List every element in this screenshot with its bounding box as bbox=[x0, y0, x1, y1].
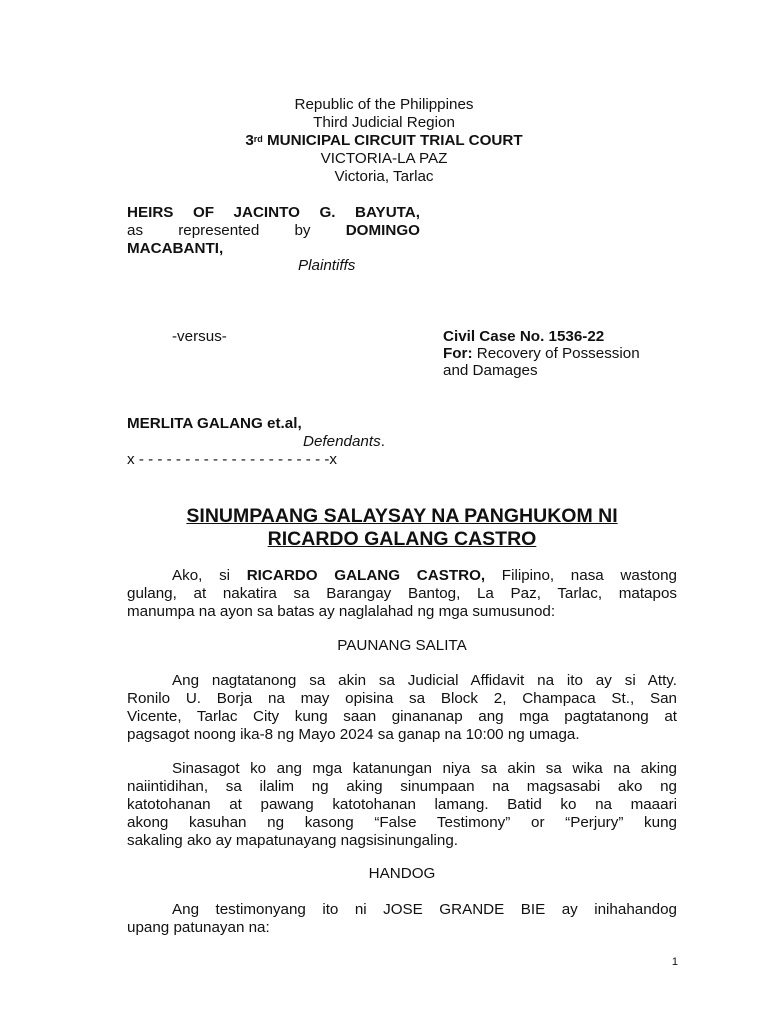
defendant-role-text: Defendants bbox=[303, 433, 381, 450]
court-ordinal-suffix: rd bbox=[253, 134, 263, 144]
document-title-line-2: RICARDO GALANG CASTRO bbox=[267, 528, 537, 550]
case-for-label: For: bbox=[443, 345, 473, 362]
p2-line-4: akong kasuhan ng kasong “False Testimony” or “Perjury” kung bbox=[127, 814, 677, 831]
case-subject-line-2: and Damages bbox=[443, 362, 538, 379]
header-branch: VICTORIA-LA PAZ bbox=[320, 150, 448, 167]
plaintiff-line-2 bbox=[127, 222, 420, 240]
p1-line-3: Vicente, Tarlac City kung saan ginananap ang mga pagtatanong at bbox=[127, 708, 677, 725]
court-ordinal: 3 bbox=[245, 132, 254, 149]
p3-line-1: Ang testimonyang ito ni JOSE GRANDE BIE ay inihahandog bbox=[172, 901, 677, 918]
defendant-role bbox=[303, 433, 385, 451]
defendant-name bbox=[127, 415, 302, 433]
plaintiff-role: Plaintiffs bbox=[298, 257, 356, 274]
plaintiff-representative: DOMINGO bbox=[345, 222, 420, 239]
intro-tail: Filipino, nasa wastong bbox=[485, 567, 677, 584]
court-name: MUNICIPAL CIRCUIT TRIAL COURT bbox=[262, 132, 523, 149]
paragraph-1 bbox=[127, 672, 677, 744]
court-header bbox=[0, 96, 768, 186]
caption-separator: x - - - - - - - - - - - - - - - - - - - - -x bbox=[127, 451, 338, 468]
defendant-name-bold: MERLITA GALANG bbox=[127, 415, 263, 432]
header-republic: Republic of the Philippines bbox=[294, 96, 474, 113]
intro-line-1 bbox=[127, 567, 677, 585]
section-heading-handog: HANDOG bbox=[368, 865, 436, 882]
defendant-name-rest: et.al, bbox=[262, 415, 302, 432]
p2-line-3: katotohanan at pawang katotohanan lamang. Batid ko na maaari bbox=[127, 796, 677, 813]
plaintiff-line-1: HEIRS OF JACINTO G. BAYUTA, bbox=[127, 204, 420, 221]
header-region: Third Judicial Region bbox=[313, 114, 455, 131]
section-heading-paunang-salita: PAUNANG SALITA bbox=[337, 637, 467, 654]
p2-line-2: naiintidihan, sa ilalim ng aking sinumpaan na magsasabi ako ng bbox=[127, 778, 677, 795]
p1-line-2: Ronilo U. Borja na may opisina sa Block 2, Champaca St., San bbox=[127, 690, 677, 707]
plaintiff-by: by bbox=[294, 222, 311, 239]
p1-line-4: pagsagot noong ika-8 ng Mayo 2024 sa ganap na 10:00 ng umaga. bbox=[127, 726, 580, 743]
intro-line-3: manumpa na ayon sa batas ay naglalahad ng mga sumusunod: bbox=[127, 603, 556, 620]
intro-lead: Ako, si bbox=[172, 567, 247, 584]
p2-line-5: sakaling ako ay mapatunayang nagsisinungaling. bbox=[127, 832, 458, 849]
header-location: Victoria, Tarlac bbox=[334, 168, 434, 185]
page-number: 1 bbox=[671, 956, 678, 968]
document-title-line-1: SINUMPAANG SALAYSAY NA PANGHUKOM NI bbox=[186, 505, 618, 527]
intro-paragraph bbox=[127, 567, 677, 621]
p3-line-2: upang patunayan na: bbox=[127, 919, 270, 936]
intro-line-2: gulang, at nakatira sa Barangay Bantog, La Paz, Tarlac, matapos bbox=[127, 585, 677, 602]
plaintiff-line-3: MACABANTI, bbox=[127, 240, 224, 257]
defendant-role-period: . bbox=[380, 433, 385, 450]
plaintiff-as: as bbox=[127, 222, 144, 239]
p1-line-1: Ang nagtatanong sa akin sa Judicial Affidavit na ito ay si Atty. bbox=[172, 672, 677, 689]
paragraph-3 bbox=[127, 901, 677, 937]
header-court bbox=[0, 132, 768, 150]
affiant-name: RICARDO GALANG CASTRO, bbox=[246, 567, 486, 584]
p2-line-1: Sinasagot ko ang mga katanungan niya sa akin sa wika na aking bbox=[172, 760, 677, 777]
case-number: Civil Case No. 1536-22 bbox=[443, 328, 605, 345]
case-for-text: Recovery of Possession bbox=[472, 345, 640, 362]
versus-label: -versus- bbox=[172, 328, 227, 345]
paragraph-2 bbox=[127, 760, 677, 850]
case-subject-line-1 bbox=[443, 345, 640, 363]
plaintiff-represented: represented bbox=[178, 222, 260, 239]
